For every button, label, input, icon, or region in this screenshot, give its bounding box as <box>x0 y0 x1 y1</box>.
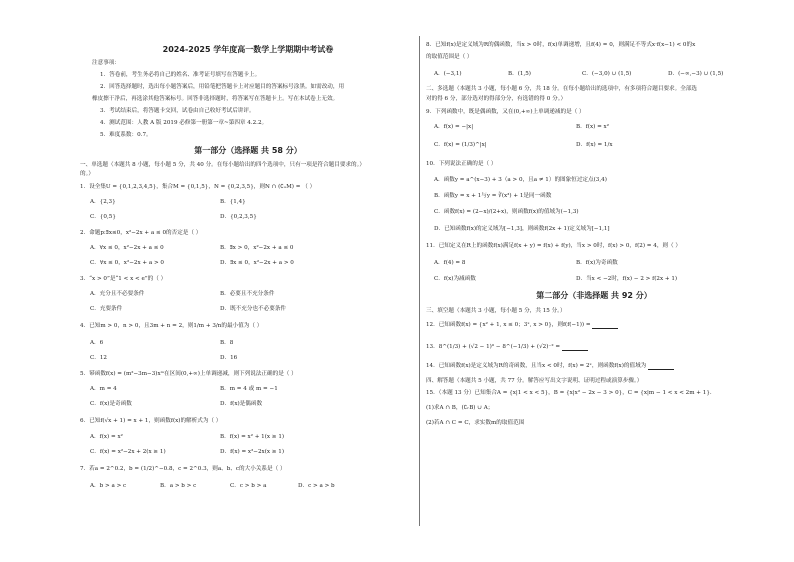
q4-option-c: C．12 <box>90 355 107 361</box>
q6-option-d: D．f(x) = x²−2x(x ≥ 1) <box>220 449 285 455</box>
q8-option-a: A．(−3,1) <box>434 71 462 77</box>
q4-option-a: A．6 <box>90 340 104 346</box>
question-10: 10．下列说法正确的是（ ） <box>426 161 497 167</box>
answer-blank <box>562 344 588 351</box>
question-6: 6．已知f(√x + 1) = x + 1，则函数f(x)的解析式为（ ） <box>80 418 222 424</box>
q1-option-a: A．{2,3} <box>90 199 116 205</box>
section1-heading: 一、单选题（本题共 8 小题，每小题 5 分，共 40 分。在每小题给出的四个选项中，只有一项是符合题目要求的。） <box>80 162 366 168</box>
q2-option-a: A．∀x ≤ 0，x²−2x + a ≤ 0 <box>90 245 164 251</box>
q5-option-a: A．m = 4 <box>90 386 117 392</box>
question-12-text: 12．已知函数f(x) = {x² + 1, x ≤ 0；3ˣ, x > 0}，则f(f(−1)) = <box>426 322 591 329</box>
q7-option-d: D．c > a > b <box>298 483 335 489</box>
answer-blank <box>592 322 618 329</box>
question-15: 15．（本题 13 分）已知集合A = {x|1 < x < 5}，B = {x|x² − 2x − 3 > 0}，C = {x|m − 1 < x < 2m + 1}. <box>426 390 712 396</box>
question-11: 11．已知定义在R上的函数f(x)满足f(x + y) = f(x) + f(y)，当x > 0时，f(x) > 0，f(2) = 4，则（ ） <box>426 243 681 249</box>
notice-heading: 注意事项： <box>92 60 120 66</box>
notice-item: 1．答卷前，考生务必将自己的姓名、准考证号填写在答题卡上。 <box>100 72 261 78</box>
q9-option-a: A．f(x) = −|x| <box>434 124 474 130</box>
q1-option-d: D．{0,2,3,5} <box>220 214 257 220</box>
q9-option-c: C．f(x) = (1/3)^|x| <box>434 142 487 148</box>
q10-option-b: B．函数y = x + 1与y = ∛(x³) + 1是同一函数 <box>434 193 552 199</box>
q5-option-b: B．m = 4 或 m = −1 <box>220 386 278 392</box>
question-13 <box>426 344 588 351</box>
question-14 <box>426 363 674 370</box>
q9-option-d: D．f(x) = 1/x <box>576 142 613 148</box>
question-8-cont: 的取值范围是（ ） <box>426 54 473 60</box>
section1-heading-cont: 的。） <box>80 171 94 177</box>
q1-option-c: C．{0,5} <box>90 214 116 220</box>
q11-option-a: A．f(4) = 8 <box>434 260 466 266</box>
part1-title: 第一部分（选择题 共 58 分） <box>194 146 302 155</box>
q8-option-c: C．(−3,0) ∪ (1,5) <box>582 71 632 77</box>
q2-option-b: B．∃x > 0，x²−2x + a ≤ 0 <box>220 245 294 251</box>
section4-heading: 四、解答题（本题共 5 小题，共 77 分。解答应写出文字说明、证明过程或演算步骤。） <box>426 378 643 384</box>
q3-option-c: C．充要条件 <box>90 306 123 312</box>
notice-item: 5．难度系数：0.7。 <box>100 132 152 138</box>
column-divider <box>419 36 420 526</box>
q4-option-d: D．16 <box>220 355 238 361</box>
question-9: 9．下列函数中，既是偶函数，又在(0,+∞)上单调递减的是（ ） <box>426 109 585 115</box>
notice-item: 4．测试范围：人教 A 版 2019 必修第一册第一章~第四章 4.2.2。 <box>100 120 268 126</box>
question-1: 1．设全集U = {0,1,2,3,4,5}，集合M = {0,1,5}，N = {0,2,3,5}，则N ∩ (∁ᵤM) = （ ） <box>80 184 316 190</box>
q3-option-b: B．必要且不充分条件 <box>220 291 275 297</box>
notice-item: 2．回答选择题时，选出每小题答案后，用铅笔把答题卡上对应题目的答案标号涂黑。如需改动，用 <box>100 84 345 90</box>
q6-option-c: C．f(x) = x²−2x + 2(x ≥ 1) <box>90 449 166 455</box>
q8-option-d: D．(−∞,−3) ∪ (1,5) <box>668 71 724 77</box>
q1-option-b: B．{1,4} <box>220 199 246 205</box>
q9-option-b: B．f(x) = x² <box>576 124 609 130</box>
question-12 <box>426 322 618 329</box>
q7-option-a: A．b > a > c <box>90 483 127 489</box>
question-5: 5．幂函数f(x) = (m²−3m−3)xᵐ在区间(0,+∞)上单调递减，则下列说法正确的是（ ） <box>80 371 297 377</box>
section2-heading-cont: 对的得 6 分，部分选对的得部分分，有选错的得 0 分。） <box>426 96 567 102</box>
notice-item: 3．考试结束后，将答题卡交回，试卷由自己收好考试后讲评。 <box>100 108 255 114</box>
question-3: 3．“x > 0”是“1 < x < e”的（ ） <box>80 276 167 282</box>
notice-item: 橡皮擦干净后，再选涂其他答案标号。回答非选择题时，将答案写在答题卡上。写在本试卷上无效。 <box>92 96 339 102</box>
q3-option-d: D．既不充分也不必要条件 <box>220 306 287 312</box>
q11-option-c: C．f(x)为减函数 <box>434 276 476 282</box>
q8-option-b: B．(1,5) <box>508 71 531 77</box>
q10-option-d: D．已知函数f(x)的定义域为[−1,3]，则函数f(2x + 1)定义域为[−1,1] <box>434 226 610 232</box>
q3-option-a: A．充分且不必要条件 <box>90 291 145 297</box>
q5-option-d: D．f(x)是偶函数 <box>220 401 263 407</box>
q6-option-a: A．f(x) = x² <box>90 434 123 440</box>
page-title: 2024-2025 学年度高一数学上学期期中考试卷 <box>162 45 334 54</box>
q6-option-b: B．f(x) = x² + 1(x ≥ 1) <box>220 434 285 440</box>
q7-option-b: B．a > b > c <box>160 483 197 489</box>
question-2: 2．命题p:∃x≤0，x²−2x + a ≤ 0的否定是（ ） <box>80 230 202 236</box>
part2-title: 第二部分（非选择题 共 92 分） <box>536 291 652 300</box>
question-8: 8．已知f(x)是定义域为R的偶函数，当x > 0时，f(x)单调递增，且f(4) = 0，则满足不等式x·f(x−1) < 0的x <box>426 42 696 48</box>
q11-option-b: B．f(x)为奇函数 <box>576 260 618 266</box>
section3-heading: 三、填空题（本题共 3 小题，每小题 5 分，共 15 分。） <box>426 308 566 314</box>
question-13-text: 13．8^(1/3) + (√2 − 1)⁰ − 8^(−1/3) + (√2)⁻² = <box>426 344 561 351</box>
q2-option-c: C．∀x ≤ 0，x²−2x + a > 0 <box>90 260 164 266</box>
q7-option-c: C．c > b > a <box>230 483 267 489</box>
q10-option-c: C．函数f(x) = (2−x)/(2+x)，则函数f(x)的值域为(−1,3) <box>434 209 579 215</box>
section2-heading: 二、多选题（本题共 3 小题，每小题 6 分，共 18 分。在每小题给出的选项中，有多项符合题目要求。全部选 <box>426 86 698 92</box>
q10-option-a: A．函数y = a^(x−3) + 3（a > 0，且a ≠ 1）的图象恒过定点(3,4) <box>434 177 607 183</box>
q4-option-b: B．8 <box>220 340 234 346</box>
q11-option-d: D．当x < −2时，f(x) − 2 > f(2x + 1) <box>576 276 678 282</box>
question-4: 4．已知m > 0，n > 0，且3m + n = 2，则1/m + 3/n的最小值为（ ） <box>80 323 263 329</box>
question-15-part1: (1)求A ∩ B，(∁ᵣB) ∪ A； <box>426 405 494 411</box>
question-14-text: 14．已知函数f(x)是定义域为R的奇函数，且当x < 0时，f(x) = 2ˣ，则函数f(x)的值域为 <box>426 363 647 370</box>
q5-option-c: C．f(x)是奇函数 <box>90 401 132 407</box>
q2-option-d: D．∃x ≤ 0，x²−2x + a > 0 <box>220 260 294 266</box>
answer-blank <box>648 363 674 370</box>
question-15-part2: (2)若A ∩ C = C，求实数m的取值范围 <box>426 420 525 426</box>
question-7: 7．若a = 2^0.2，b = (1/2)^−0.8，c = 2^0.3，则a、b、c的大小关系是（ ） <box>80 466 286 472</box>
